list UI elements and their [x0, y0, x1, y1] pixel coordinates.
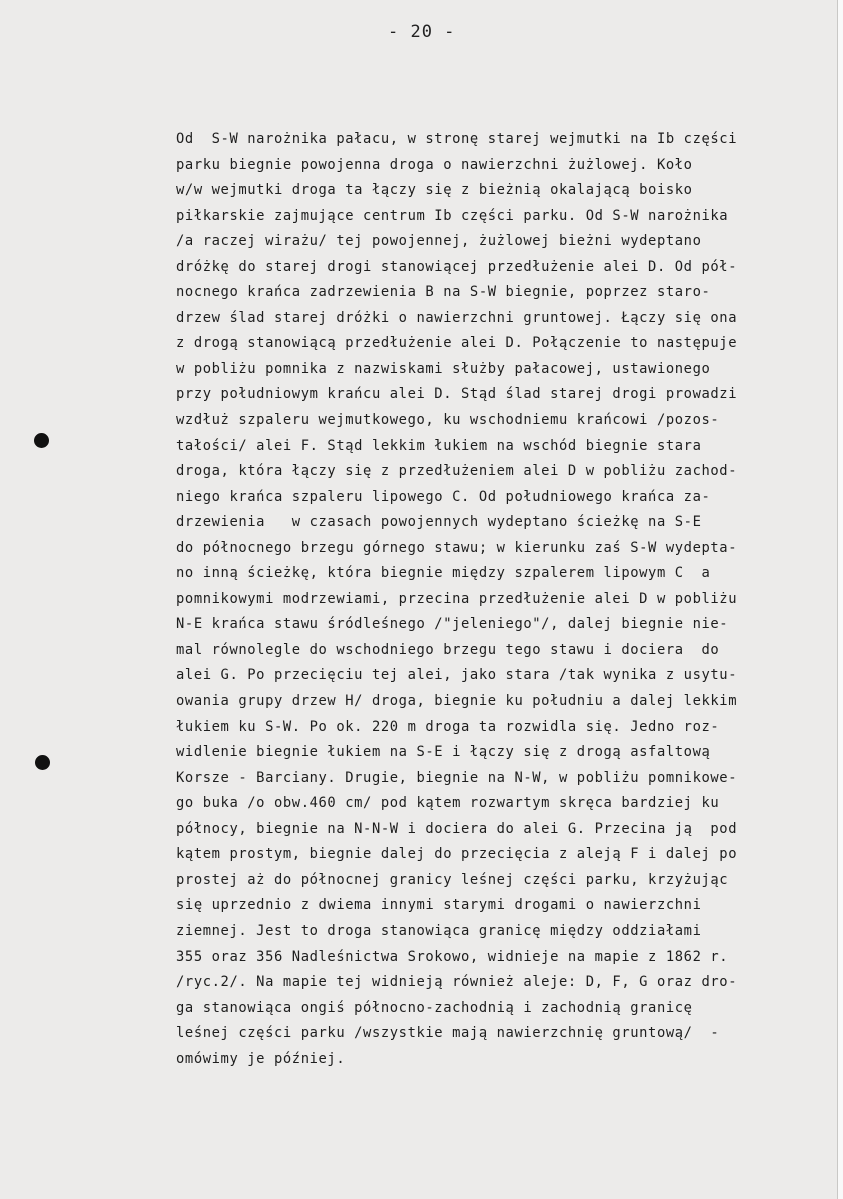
text-line: /ryc.2/. Na mapie tej widnieją również aleje: D, F, G oraz dro- [176, 974, 738, 991]
punch-hole-top [34, 433, 49, 448]
text-line: dróżkę do starej drogi stanowiącej przedłużenie alei D. Od pół- [176, 258, 738, 275]
text-line: leśnej części parku /wszystkie mają nawierzchnię gruntową/ - [176, 1025, 720, 1042]
text-line: drzew ślad starej dróżki o nawierzchni gruntowej. Łączy się ona [176, 309, 738, 326]
text-line: do północnego brzegu górnego stawu; w kierunku zaś S-W wydepta- [176, 539, 738, 556]
text-line: wzdłuż szpaleru wejmutkowego, ku wschodniemu krańcowi /pozos- [176, 412, 720, 429]
text-line: niego krańca szpaleru lipowego C. Od południowego krańca za- [176, 488, 711, 505]
text-line: Od S-W narożnika pałacu, w stronę starej wejmutki na Ib części [176, 131, 738, 147]
text-line: pomnikowymi modrzewiami, przecina przedłużenie alei D w pobliżu [176, 590, 738, 607]
text-line: nocnego krańca zadrzewienia B na S-W biegnie, poprzez staro- [176, 284, 711, 301]
text-line: omówimy je później. [176, 1050, 346, 1067]
text-line: kątem prostym, biegnie dalej do przecięcia z aleją F i dalej po [176, 846, 738, 863]
text-line: ziemnej. Jest to droga stanowiąca granicę między oddziałami [176, 922, 702, 939]
text-line: droga, która łączy się z przedłużeniem alei D w pobliżu zachod- [176, 463, 738, 480]
text-line: ga stanowiąca ongiś północno-zachodnią i zachodnią granicę [176, 999, 693, 1016]
body-text [176, 127, 836, 1072]
text-line: tałości/ alei F. Stąd lekkim łukiem na wschód biegnie stara [176, 437, 702, 454]
text-line: w pobliżu pomnika z nazwiskami służby pałacowej, ustawionego [176, 360, 711, 377]
text-line: się uprzednio z dwiema innymi starymi drogami o nawierzchni [176, 897, 702, 914]
text-line: /a raczej wirażu/ tej powojennej, żużlowej bieżni wydeptano [176, 233, 702, 250]
text-line: łukiem ku S-W. Po ok. 220 m droga ta rozwidla się. Jedno roz- [176, 718, 720, 735]
text-line: 355 oraz 356 Nadleśnictwa Srokowo, widnieje na mapie z 1862 r. [176, 948, 729, 965]
text-line: owania grupy drzew H/ droga, biegnie ku południu a dalej lekkim [176, 693, 738, 710]
punch-hole-bottom [35, 755, 50, 770]
text-line: N-E krańca stawu śródleśnego /"jeleniego"/, dalej biegnie nie- [176, 616, 729, 633]
page-number: - 20 - [388, 22, 456, 42]
text-line: widlenie biegnie łukiem na S-E i łączy się z drogą asfaltową [176, 744, 711, 761]
text-line: no inną ścieżkę, która biegnie między szpalerem lipowym C a [176, 565, 711, 582]
text-line: drzewienia w czasach powojennych wydeptano ścieżkę na S-E [176, 514, 702, 531]
text-line: z drogą stanowiącą przedłużenie alei D. Połączenie to następuje [176, 335, 738, 352]
text-line: prostej aż do północnej granicy leśnej części parku, krzyżując [176, 871, 729, 888]
text-line: północy, biegnie na N-N-W i dociera do alei G. Przecina ją pod [176, 820, 738, 837]
text-line: Korsze - Barciany. Drugie, biegnie na N-W, w pobliżu pomnikowe- [176, 769, 738, 786]
text-line: przy południowym krańcu alei D. Stąd ślad starej drogi prowadzi [176, 386, 738, 403]
text-line: mal równolegle do wschodniego brzegu tego stawu i dociera do [176, 641, 720, 658]
text-line: w/w wejmutki droga ta łączy się z bieżnią okalającą boisko [176, 182, 693, 199]
paper-edge [837, 0, 843, 1199]
text-line: parku biegnie powojenna droga o nawierzchni żużlowej. Koło [176, 156, 693, 173]
text-line: go buka /o obw.460 cm/ pod kątem rozwartym skręca bardziej ku [176, 795, 720, 812]
text-line: alei G. Po przecięciu tej alei, jako stara /tak wynika z usytu- [176, 667, 738, 684]
text-line: piłkarskie zajmujące centrum Ib części parku. Od S-W narożnika [176, 207, 729, 224]
